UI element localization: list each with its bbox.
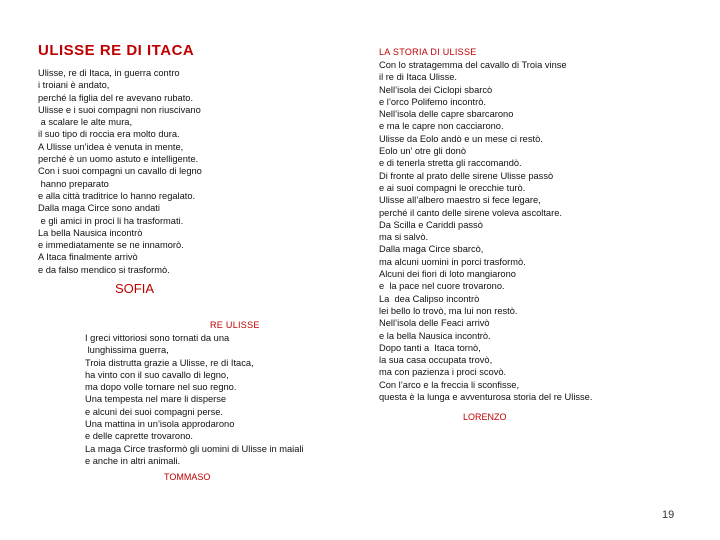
poem-line: La dea Calipso incontrò <box>379 293 480 304</box>
left-poem <box>38 42 338 276</box>
page-number: 19 <box>662 509 675 521</box>
poem-line: e delle caprette trovarono. <box>85 431 194 442</box>
poem-line: e anche in altri animali. <box>85 455 181 466</box>
poem-line: e di tenerla stretta gli raccomandò. <box>379 158 522 169</box>
left-poem-author: SOFIA <box>115 281 155 296</box>
poem-line: Ulisse, re di Itaca, in guerra contro <box>38 68 180 78</box>
poem-line: Ulisse da Eolo andò e un mese ci restò. <box>379 133 543 144</box>
poem-line: e alcuni dei suoi compagni perse. <box>85 406 223 417</box>
middle-poem-lines <box>85 332 345 467</box>
poem-line: a scalare le alte mura, <box>38 117 133 128</box>
poem-line: Nell’isola dei Ciclopi sbarcò <box>379 84 493 95</box>
middle-poem-author: TOMMASO <box>164 472 211 482</box>
poem-line: e la pace nel cuore trovarono. <box>379 281 505 292</box>
poem-line: e immediatamente se ne innamorò. <box>38 240 184 251</box>
poem-line: questa è la lunga e avventurosa storia del re Ulisse. <box>379 392 593 403</box>
poem-line: Ulisse e i suoi compagni non riuscivano <box>38 104 201 115</box>
poem-line: Nell’isola delle Feaci arrivò <box>379 318 490 329</box>
poem-line: Troia distrutta grazie a Ulisse, re di Itaca, <box>85 357 254 368</box>
poem-line: e la bella Nausica incontrò. <box>379 330 491 341</box>
poem-line: Una tempesta nel mare li disperse <box>85 394 227 405</box>
poem-line: ma con pazienza i proci scovò. <box>379 367 507 378</box>
poem-line: Di fronte al prato delle sirene Ulisse passò <box>379 170 554 181</box>
poem-line: Dalla maga Circe sono andati <box>38 203 160 214</box>
poem-line: ma alcuni uomini in porci trasformò. <box>379 256 526 267</box>
poem-line: ha vinto con il suo cavallo di legno, <box>85 369 229 380</box>
poem-line: la sua casa occupata trovò, <box>379 355 493 366</box>
poem-line: La maga Circe trasformò gli uomini di Ulisse in maiali <box>85 443 304 454</box>
poem-line: A Itaca finalmente arrivò <box>38 252 138 263</box>
poem-line: ma si salvò. <box>379 232 429 243</box>
left-poem-title: ULISSE RE DI ITACA <box>38 42 195 59</box>
poem-line: perché è un uomo astuto e intelligente. <box>38 154 199 165</box>
poem-line: e ai suoi compagni le orecchie turò. <box>379 182 526 193</box>
poem-line: e alla città traditrice lo hanno regalato. <box>38 190 196 201</box>
right-poem-lines <box>379 59 679 403</box>
poem-line: perché la figlia del re avevano rubato. <box>38 92 194 103</box>
poem-line: e da falso mendico si trasformò. <box>38 264 170 275</box>
poem-line: Eolo un’ otre gli donò <box>379 146 467 157</box>
poem-line: I greci vittoriosi sono tornati da una <box>85 333 230 343</box>
poem-line: lunghissima guerra, <box>85 345 169 356</box>
poem-line: Dopo tanti a Itaca tornò, <box>379 342 481 353</box>
poem-line: Dalla maga Circe sbarcò, <box>379 244 484 255</box>
poem-line: Con lo stratagemma del cavallo di Troia vinse <box>379 60 567 70</box>
right-poem-title: LA STORIA DI ULISSE <box>379 47 477 57</box>
poem-line: A Ulisse un’idea è venuta in mente, <box>38 141 184 152</box>
poem-line: Con i suoi compagni un cavallo di legno <box>38 166 202 177</box>
right-poem-author: LORENZO <box>463 412 507 422</box>
poem-line: i troiani è andato, <box>38 80 110 91</box>
poem-line: Nell’isola delle capre sbarcarono <box>379 109 514 120</box>
poem-line: e l’orco Polifemo incontrò. <box>379 96 486 107</box>
poem-line: ma dopo volle tornare nel suo regno. <box>85 382 237 393</box>
poem-line: lei bello lo trovò, ma lui non restò. <box>379 305 518 316</box>
poem-line: Alcuni dei fiori di loto mangiarono <box>379 269 516 280</box>
poem-line: Ulisse all’albero maestro si fece legare, <box>379 195 541 206</box>
poem-line: hanno preparato <box>38 178 109 189</box>
poem-line: Con l’arco e la freccia li sconfisse, <box>379 379 520 390</box>
middle-poem-title: RE ULISSE <box>210 320 260 330</box>
poem-line: il suo tipo di roccia era molto dura. <box>38 129 180 140</box>
poem-line: perché il canto delle sirene voleva ascoltare. <box>379 207 562 218</box>
poem-line: Da Scilla e Cariddi passò <box>379 219 483 230</box>
poem-line: e gli amici in proci li ha trasformati. <box>38 215 184 226</box>
poem-line: e ma le capre non cacciarono. <box>379 121 504 132</box>
poem-line: Una mattina in un’isola approdarono <box>85 419 235 430</box>
left-poem-lines <box>38 67 338 276</box>
poem-line: La bella Nausica incontrò <box>38 227 143 238</box>
poem-line: il re di Itaca Ulisse. <box>379 72 458 83</box>
